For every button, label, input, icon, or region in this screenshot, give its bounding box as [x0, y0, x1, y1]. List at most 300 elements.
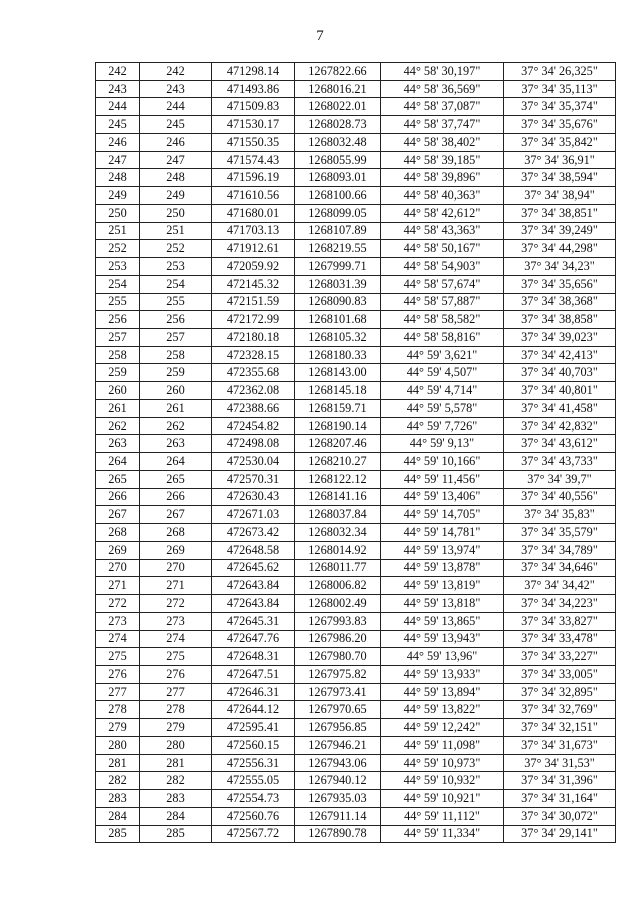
- point-number-cell: 243: [96, 80, 140, 98]
- longitude-cell: 37° 34' 26,325": [504, 63, 616, 81]
- longitude-cell: 37° 34' 39,249": [504, 222, 616, 240]
- longitude-cell: 37° 34' 33,227": [504, 648, 616, 666]
- latitude-cell: 44° 59' 13,933": [381, 665, 504, 683]
- point-number-cell: 244: [96, 98, 140, 116]
- longitude-cell: 37° 34' 35,579": [504, 524, 616, 542]
- table-row: [96, 612, 616, 630]
- x-coordinate-cell: 471574.43: [212, 151, 295, 169]
- table-row: [96, 222, 616, 240]
- table-row: [96, 701, 616, 719]
- x-coordinate-cell: 472388.66: [212, 399, 295, 417]
- x-coordinate-cell: 472645.62: [212, 559, 295, 577]
- longitude-cell: 37° 34' 35,842": [504, 133, 616, 151]
- longitude-cell: 37° 34' 43,733": [504, 453, 616, 471]
- y-coordinate-cell: 1268055.99: [295, 151, 381, 169]
- latitude-cell: 44° 59' 4,714": [381, 382, 504, 400]
- x-coordinate-cell: 472647.51: [212, 665, 295, 683]
- y-coordinate-cell: 1268093.01: [295, 169, 381, 187]
- latitude-cell: 44° 59' 5,578": [381, 399, 504, 417]
- point-number-cell: 247: [96, 151, 140, 169]
- longitude-cell: 37° 34' 33,478": [504, 630, 616, 648]
- table-row: [96, 719, 616, 737]
- longitude-cell: 37° 34' 38,851": [504, 204, 616, 222]
- point-id-cell: 279: [140, 719, 212, 737]
- point-number-cell: 278: [96, 701, 140, 719]
- x-coordinate-cell: 471509.83: [212, 98, 295, 116]
- x-coordinate-cell: 471530.17: [212, 116, 295, 134]
- x-coordinate-cell: 472059.92: [212, 258, 295, 276]
- y-coordinate-cell: 1267980.70: [295, 648, 381, 666]
- latitude-cell: 44° 59' 11,098": [381, 736, 504, 754]
- table-row: [96, 453, 616, 471]
- x-coordinate-cell: 472560.15: [212, 736, 295, 754]
- longitude-cell: 37° 34' 35,656": [504, 275, 616, 293]
- table-row: [96, 98, 616, 116]
- latitude-cell: 44° 59' 14,705": [381, 506, 504, 524]
- y-coordinate-cell: 1268143.00: [295, 364, 381, 382]
- longitude-cell: 37° 34' 33,005": [504, 665, 616, 683]
- y-coordinate-cell: 1267993.83: [295, 612, 381, 630]
- point-number-cell: 265: [96, 470, 140, 488]
- x-coordinate-cell: 472646.31: [212, 683, 295, 701]
- y-coordinate-cell: 1268100.66: [295, 187, 381, 205]
- point-id-cell: 244: [140, 98, 212, 116]
- table-row: [96, 63, 616, 81]
- longitude-cell: 37° 34' 30,072": [504, 807, 616, 825]
- latitude-cell: 44° 58' 58,582": [381, 311, 504, 329]
- x-coordinate-cell: 472644.12: [212, 701, 295, 719]
- point-number-cell: 276: [96, 665, 140, 683]
- point-number-cell: 285: [96, 825, 140, 843]
- latitude-cell: 44° 58' 39,185": [381, 151, 504, 169]
- point-id-cell: 260: [140, 382, 212, 400]
- y-coordinate-cell: 1267970.65: [295, 701, 381, 719]
- longitude-cell: 37° 34' 34,646": [504, 559, 616, 577]
- y-coordinate-cell: 1268006.82: [295, 577, 381, 595]
- latitude-cell: 44° 58' 37,087": [381, 98, 504, 116]
- point-id-cell: 282: [140, 772, 212, 790]
- longitude-cell: 37° 34' 39,023": [504, 329, 616, 347]
- table-row: [96, 258, 616, 276]
- point-number-cell: 279: [96, 719, 140, 737]
- longitude-cell: 37° 34' 34,223": [504, 595, 616, 613]
- table-row: [96, 417, 616, 435]
- point-id-cell: 256: [140, 311, 212, 329]
- table-row: [96, 577, 616, 595]
- y-coordinate-cell: 1268210.27: [295, 453, 381, 471]
- point-id-cell: 281: [140, 754, 212, 772]
- point-id-cell: 251: [140, 222, 212, 240]
- table-row: [96, 116, 616, 134]
- x-coordinate-cell: 472498.08: [212, 435, 295, 453]
- x-coordinate-cell: 472172.99: [212, 311, 295, 329]
- point-id-cell: 280: [140, 736, 212, 754]
- x-coordinate-cell: 472671.03: [212, 506, 295, 524]
- y-coordinate-cell: 1267975.82: [295, 665, 381, 683]
- table-row: [96, 382, 616, 400]
- y-coordinate-cell: 1268101.68: [295, 311, 381, 329]
- table-row: [96, 346, 616, 364]
- x-coordinate-cell: 472648.58: [212, 541, 295, 559]
- coordinates-table-body: [96, 63, 616, 843]
- point-number-cell: 283: [96, 790, 140, 808]
- x-coordinate-cell: 472567.72: [212, 825, 295, 843]
- x-coordinate-cell: 471680.01: [212, 204, 295, 222]
- x-coordinate-cell: 472362.08: [212, 382, 295, 400]
- longitude-cell: 37° 34' 32,769": [504, 701, 616, 719]
- latitude-cell: 44° 59' 14,781": [381, 524, 504, 542]
- point-id-cell: 284: [140, 807, 212, 825]
- longitude-cell: 37° 34' 32,151": [504, 719, 616, 737]
- longitude-cell: 37° 34' 31,53": [504, 754, 616, 772]
- latitude-cell: 44° 59' 7,726": [381, 417, 504, 435]
- longitude-cell: 37° 34' 38,858": [504, 311, 616, 329]
- point-id-cell: 276: [140, 665, 212, 683]
- latitude-cell: 44° 59' 10,973": [381, 754, 504, 772]
- y-coordinate-cell: 1267946.21: [295, 736, 381, 754]
- point-number-cell: 274: [96, 630, 140, 648]
- point-number-cell: 258: [96, 346, 140, 364]
- point-number-cell: 256: [96, 311, 140, 329]
- table-row: [96, 311, 616, 329]
- y-coordinate-cell: 1268141.16: [295, 488, 381, 506]
- y-coordinate-cell: 1268032.48: [295, 133, 381, 151]
- longitude-cell: 37° 34' 35,83": [504, 506, 616, 524]
- latitude-cell: 44° 58' 43,363": [381, 222, 504, 240]
- latitude-cell: 44° 59' 9,13": [381, 435, 504, 453]
- y-coordinate-cell: 1267822.66: [295, 63, 381, 81]
- x-coordinate-cell: 472643.84: [212, 595, 295, 613]
- y-coordinate-cell: 1268159.71: [295, 399, 381, 417]
- point-number-cell: 272: [96, 595, 140, 613]
- longitude-cell: 37° 34' 34,789": [504, 541, 616, 559]
- longitude-cell: 37° 34' 31,396": [504, 772, 616, 790]
- table-row: [96, 665, 616, 683]
- table-row: [96, 169, 616, 187]
- longitude-cell: 37° 34' 33,827": [504, 612, 616, 630]
- table-row: [96, 275, 616, 293]
- x-coordinate-cell: 472555.05: [212, 772, 295, 790]
- latitude-cell: 44° 59' 11,112": [381, 807, 504, 825]
- point-number-cell: 270: [96, 559, 140, 577]
- point-id-cell: 278: [140, 701, 212, 719]
- point-number-cell: 249: [96, 187, 140, 205]
- latitude-cell: 44° 58' 42,612": [381, 204, 504, 222]
- longitude-cell: 37° 34' 40,556": [504, 488, 616, 506]
- y-coordinate-cell: 1268037.84: [295, 506, 381, 524]
- x-coordinate-cell: 472180.18: [212, 329, 295, 347]
- longitude-cell: 37° 34' 35,113": [504, 80, 616, 98]
- point-number-cell: 262: [96, 417, 140, 435]
- point-number-cell: 280: [96, 736, 140, 754]
- longitude-cell: 37° 34' 32,895": [504, 683, 616, 701]
- y-coordinate-cell: 1268099.05: [295, 204, 381, 222]
- point-id-cell: 273: [140, 612, 212, 630]
- point-id-cell: 285: [140, 825, 212, 843]
- table-row: [96, 524, 616, 542]
- point-number-cell: 248: [96, 169, 140, 187]
- point-number-cell: 242: [96, 63, 140, 81]
- x-coordinate-cell: 472454.82: [212, 417, 295, 435]
- longitude-cell: 37° 34' 38,594": [504, 169, 616, 187]
- table-row: [96, 133, 616, 151]
- y-coordinate-cell: 1268180.33: [295, 346, 381, 364]
- table-row: [96, 470, 616, 488]
- point-number-cell: 245: [96, 116, 140, 134]
- x-coordinate-cell: 471596.19: [212, 169, 295, 187]
- point-id-cell: 267: [140, 506, 212, 524]
- y-coordinate-cell: 1267986.20: [295, 630, 381, 648]
- point-id-cell: 249: [140, 187, 212, 205]
- latitude-cell: 44° 58' 36,569": [381, 80, 504, 98]
- table-row: [96, 807, 616, 825]
- x-coordinate-cell: 472554.73: [212, 790, 295, 808]
- point-id-cell: 259: [140, 364, 212, 382]
- longitude-cell: 37° 34' 36,91": [504, 151, 616, 169]
- latitude-cell: 44° 59' 13,865": [381, 612, 504, 630]
- longitude-cell: 37° 34' 35,374": [504, 98, 616, 116]
- point-id-cell: 261: [140, 399, 212, 417]
- x-coordinate-cell: 472647.76: [212, 630, 295, 648]
- point-number-cell: 253: [96, 258, 140, 276]
- point-number-cell: 250: [96, 204, 140, 222]
- x-coordinate-cell: 472643.84: [212, 577, 295, 595]
- table-row: [96, 329, 616, 347]
- latitude-cell: 44° 58' 57,674": [381, 275, 504, 293]
- table-row: [96, 772, 616, 790]
- y-coordinate-cell: 1268122.12: [295, 470, 381, 488]
- point-id-cell: 245: [140, 116, 212, 134]
- point-id-cell: 254: [140, 275, 212, 293]
- point-number-cell: 284: [96, 807, 140, 825]
- table-row: [96, 683, 616, 701]
- latitude-cell: 44° 58' 39,896": [381, 169, 504, 187]
- y-coordinate-cell: 1267973.41: [295, 683, 381, 701]
- point-number-cell: 252: [96, 240, 140, 258]
- latitude-cell: 44° 58' 57,887": [381, 293, 504, 311]
- longitude-cell: 37° 34' 31,164": [504, 790, 616, 808]
- y-coordinate-cell: 1268011.77: [295, 559, 381, 577]
- point-id-cell: 253: [140, 258, 212, 276]
- table-row: [96, 187, 616, 205]
- y-coordinate-cell: 1268022.01: [295, 98, 381, 116]
- latitude-cell: 44° 59' 10,166": [381, 453, 504, 471]
- longitude-cell: 37° 34' 38,368": [504, 293, 616, 311]
- x-coordinate-cell: 471703.13: [212, 222, 295, 240]
- latitude-cell: 44° 59' 13,406": [381, 488, 504, 506]
- latitude-cell: 44° 59' 11,456": [381, 470, 504, 488]
- table-row: [96, 80, 616, 98]
- latitude-cell: 44° 59' 13,819": [381, 577, 504, 595]
- latitude-cell: 44° 58' 30,197": [381, 63, 504, 81]
- y-coordinate-cell: 1268090.83: [295, 293, 381, 311]
- table-row: [96, 648, 616, 666]
- point-id-cell: 283: [140, 790, 212, 808]
- y-coordinate-cell: 1267940.12: [295, 772, 381, 790]
- table-row: [96, 506, 616, 524]
- point-number-cell: 275: [96, 648, 140, 666]
- y-coordinate-cell: 1268219.55: [295, 240, 381, 258]
- y-coordinate-cell: 1268145.18: [295, 382, 381, 400]
- table-row: [96, 151, 616, 169]
- latitude-cell: 44° 59' 3,621": [381, 346, 504, 364]
- point-id-cell: 248: [140, 169, 212, 187]
- point-id-cell: 277: [140, 683, 212, 701]
- latitude-cell: 44° 59' 12,242": [381, 719, 504, 737]
- point-id-cell: 257: [140, 329, 212, 347]
- point-number-cell: 263: [96, 435, 140, 453]
- table-row: [96, 293, 616, 311]
- x-coordinate-cell: 472328.15: [212, 346, 295, 364]
- latitude-cell: 44° 59' 13,894": [381, 683, 504, 701]
- longitude-cell: 37° 34' 31,673": [504, 736, 616, 754]
- point-id-cell: 246: [140, 133, 212, 151]
- latitude-cell: 44° 58' 38,402": [381, 133, 504, 151]
- point-id-cell: 252: [140, 240, 212, 258]
- point-number-cell: 281: [96, 754, 140, 772]
- y-coordinate-cell: 1267890.78: [295, 825, 381, 843]
- latitude-cell: 44° 59' 11,334": [381, 825, 504, 843]
- point-number-cell: 255: [96, 293, 140, 311]
- point-id-cell: 263: [140, 435, 212, 453]
- longitude-cell: 37° 34' 34,23": [504, 258, 616, 276]
- y-coordinate-cell: 1267935.03: [295, 790, 381, 808]
- point-id-cell: 264: [140, 453, 212, 471]
- latitude-cell: 44° 59' 13,96": [381, 648, 504, 666]
- y-coordinate-cell: 1267999.71: [295, 258, 381, 276]
- latitude-cell: 44° 59' 13,822": [381, 701, 504, 719]
- x-coordinate-cell: 472530.04: [212, 453, 295, 471]
- x-coordinate-cell: 472570.31: [212, 470, 295, 488]
- table-row: [96, 541, 616, 559]
- y-coordinate-cell: 1268107.89: [295, 222, 381, 240]
- table-row: [96, 364, 616, 382]
- longitude-cell: 37° 34' 42,832": [504, 417, 616, 435]
- table-row: [96, 630, 616, 648]
- table-row: [96, 399, 616, 417]
- latitude-cell: 44° 59' 13,943": [381, 630, 504, 648]
- point-number-cell: 266: [96, 488, 140, 506]
- point-number-cell: 282: [96, 772, 140, 790]
- y-coordinate-cell: 1268014.92: [295, 541, 381, 559]
- x-coordinate-cell: 471610.56: [212, 187, 295, 205]
- point-id-cell: 243: [140, 80, 212, 98]
- table-row: [96, 559, 616, 577]
- table-row: [96, 435, 616, 453]
- longitude-cell: 37° 34' 29,141": [504, 825, 616, 843]
- point-number-cell: 264: [96, 453, 140, 471]
- table-row: [96, 825, 616, 843]
- table-row: [96, 736, 616, 754]
- y-coordinate-cell: 1268032.34: [295, 524, 381, 542]
- table-row: [96, 240, 616, 258]
- latitude-cell: 44° 59' 4,507": [381, 364, 504, 382]
- latitude-cell: 44° 59' 13,878": [381, 559, 504, 577]
- point-number-cell: 267: [96, 506, 140, 524]
- x-coordinate-cell: 472595.41: [212, 719, 295, 737]
- x-coordinate-cell: 472560.76: [212, 807, 295, 825]
- x-coordinate-cell: 472355.68: [212, 364, 295, 382]
- point-id-cell: 268: [140, 524, 212, 542]
- point-id-cell: 265: [140, 470, 212, 488]
- point-number-cell: 254: [96, 275, 140, 293]
- table-row: [96, 488, 616, 506]
- table-row: [96, 754, 616, 772]
- y-coordinate-cell: 1268002.49: [295, 595, 381, 613]
- y-coordinate-cell: 1268016.21: [295, 80, 381, 98]
- y-coordinate-cell: 1268190.14: [295, 417, 381, 435]
- x-coordinate-cell: 472151.59: [212, 293, 295, 311]
- y-coordinate-cell: 1268207.46: [295, 435, 381, 453]
- point-number-cell: 273: [96, 612, 140, 630]
- point-number-cell: 269: [96, 541, 140, 559]
- point-id-cell: 271: [140, 577, 212, 595]
- point-number-cell: 251: [96, 222, 140, 240]
- y-coordinate-cell: 1267911.14: [295, 807, 381, 825]
- latitude-cell: 44° 59' 10,932": [381, 772, 504, 790]
- x-coordinate-cell: 472648.31: [212, 648, 295, 666]
- y-coordinate-cell: 1268105.32: [295, 329, 381, 347]
- latitude-cell: 44° 59' 10,921": [381, 790, 504, 808]
- longitude-cell: 37° 34' 43,612": [504, 435, 616, 453]
- y-coordinate-cell: 1268028.73: [295, 116, 381, 134]
- point-id-cell: 250: [140, 204, 212, 222]
- point-number-cell: 268: [96, 524, 140, 542]
- x-coordinate-cell: 471550.35: [212, 133, 295, 151]
- point-number-cell: 257: [96, 329, 140, 347]
- x-coordinate-cell: 471298.14: [212, 63, 295, 81]
- point-number-cell: 271: [96, 577, 140, 595]
- point-id-cell: 266: [140, 488, 212, 506]
- point-number-cell: 259: [96, 364, 140, 382]
- x-coordinate-cell: 471493.86: [212, 80, 295, 98]
- x-coordinate-cell: 472630.43: [212, 488, 295, 506]
- longitude-cell: 37° 34' 35,676": [504, 116, 616, 134]
- point-id-cell: 272: [140, 595, 212, 613]
- point-id-cell: 247: [140, 151, 212, 169]
- point-number-cell: 246: [96, 133, 140, 151]
- table-row: [96, 790, 616, 808]
- point-number-cell: 260: [96, 382, 140, 400]
- coordinates-table: [95, 62, 616, 843]
- page-number: 7: [316, 28, 324, 44]
- table-row: [96, 204, 616, 222]
- point-id-cell: 258: [140, 346, 212, 364]
- longitude-cell: 37° 34' 41,458": [504, 399, 616, 417]
- point-id-cell: 274: [140, 630, 212, 648]
- x-coordinate-cell: 471912.61: [212, 240, 295, 258]
- point-id-cell: 275: [140, 648, 212, 666]
- point-id-cell: 269: [140, 541, 212, 559]
- latitude-cell: 44° 58' 50,167": [381, 240, 504, 258]
- longitude-cell: 37° 34' 40,703": [504, 364, 616, 382]
- x-coordinate-cell: 472645.31: [212, 612, 295, 630]
- y-coordinate-cell: 1268031.39: [295, 275, 381, 293]
- latitude-cell: 44° 59' 13,818": [381, 595, 504, 613]
- point-id-cell: 242: [140, 63, 212, 81]
- latitude-cell: 44° 58' 58,816": [381, 329, 504, 347]
- latitude-cell: 44° 58' 37,747": [381, 116, 504, 134]
- longitude-cell: 37° 34' 40,801": [504, 382, 616, 400]
- table-row: [96, 595, 616, 613]
- point-number-cell: 261: [96, 399, 140, 417]
- point-id-cell: 270: [140, 559, 212, 577]
- latitude-cell: 44° 58' 40,363": [381, 187, 504, 205]
- latitude-cell: 44° 58' 54,903": [381, 258, 504, 276]
- longitude-cell: 37° 34' 38,94": [504, 187, 616, 205]
- x-coordinate-cell: 472673.42: [212, 524, 295, 542]
- longitude-cell: 37° 34' 42,413": [504, 346, 616, 364]
